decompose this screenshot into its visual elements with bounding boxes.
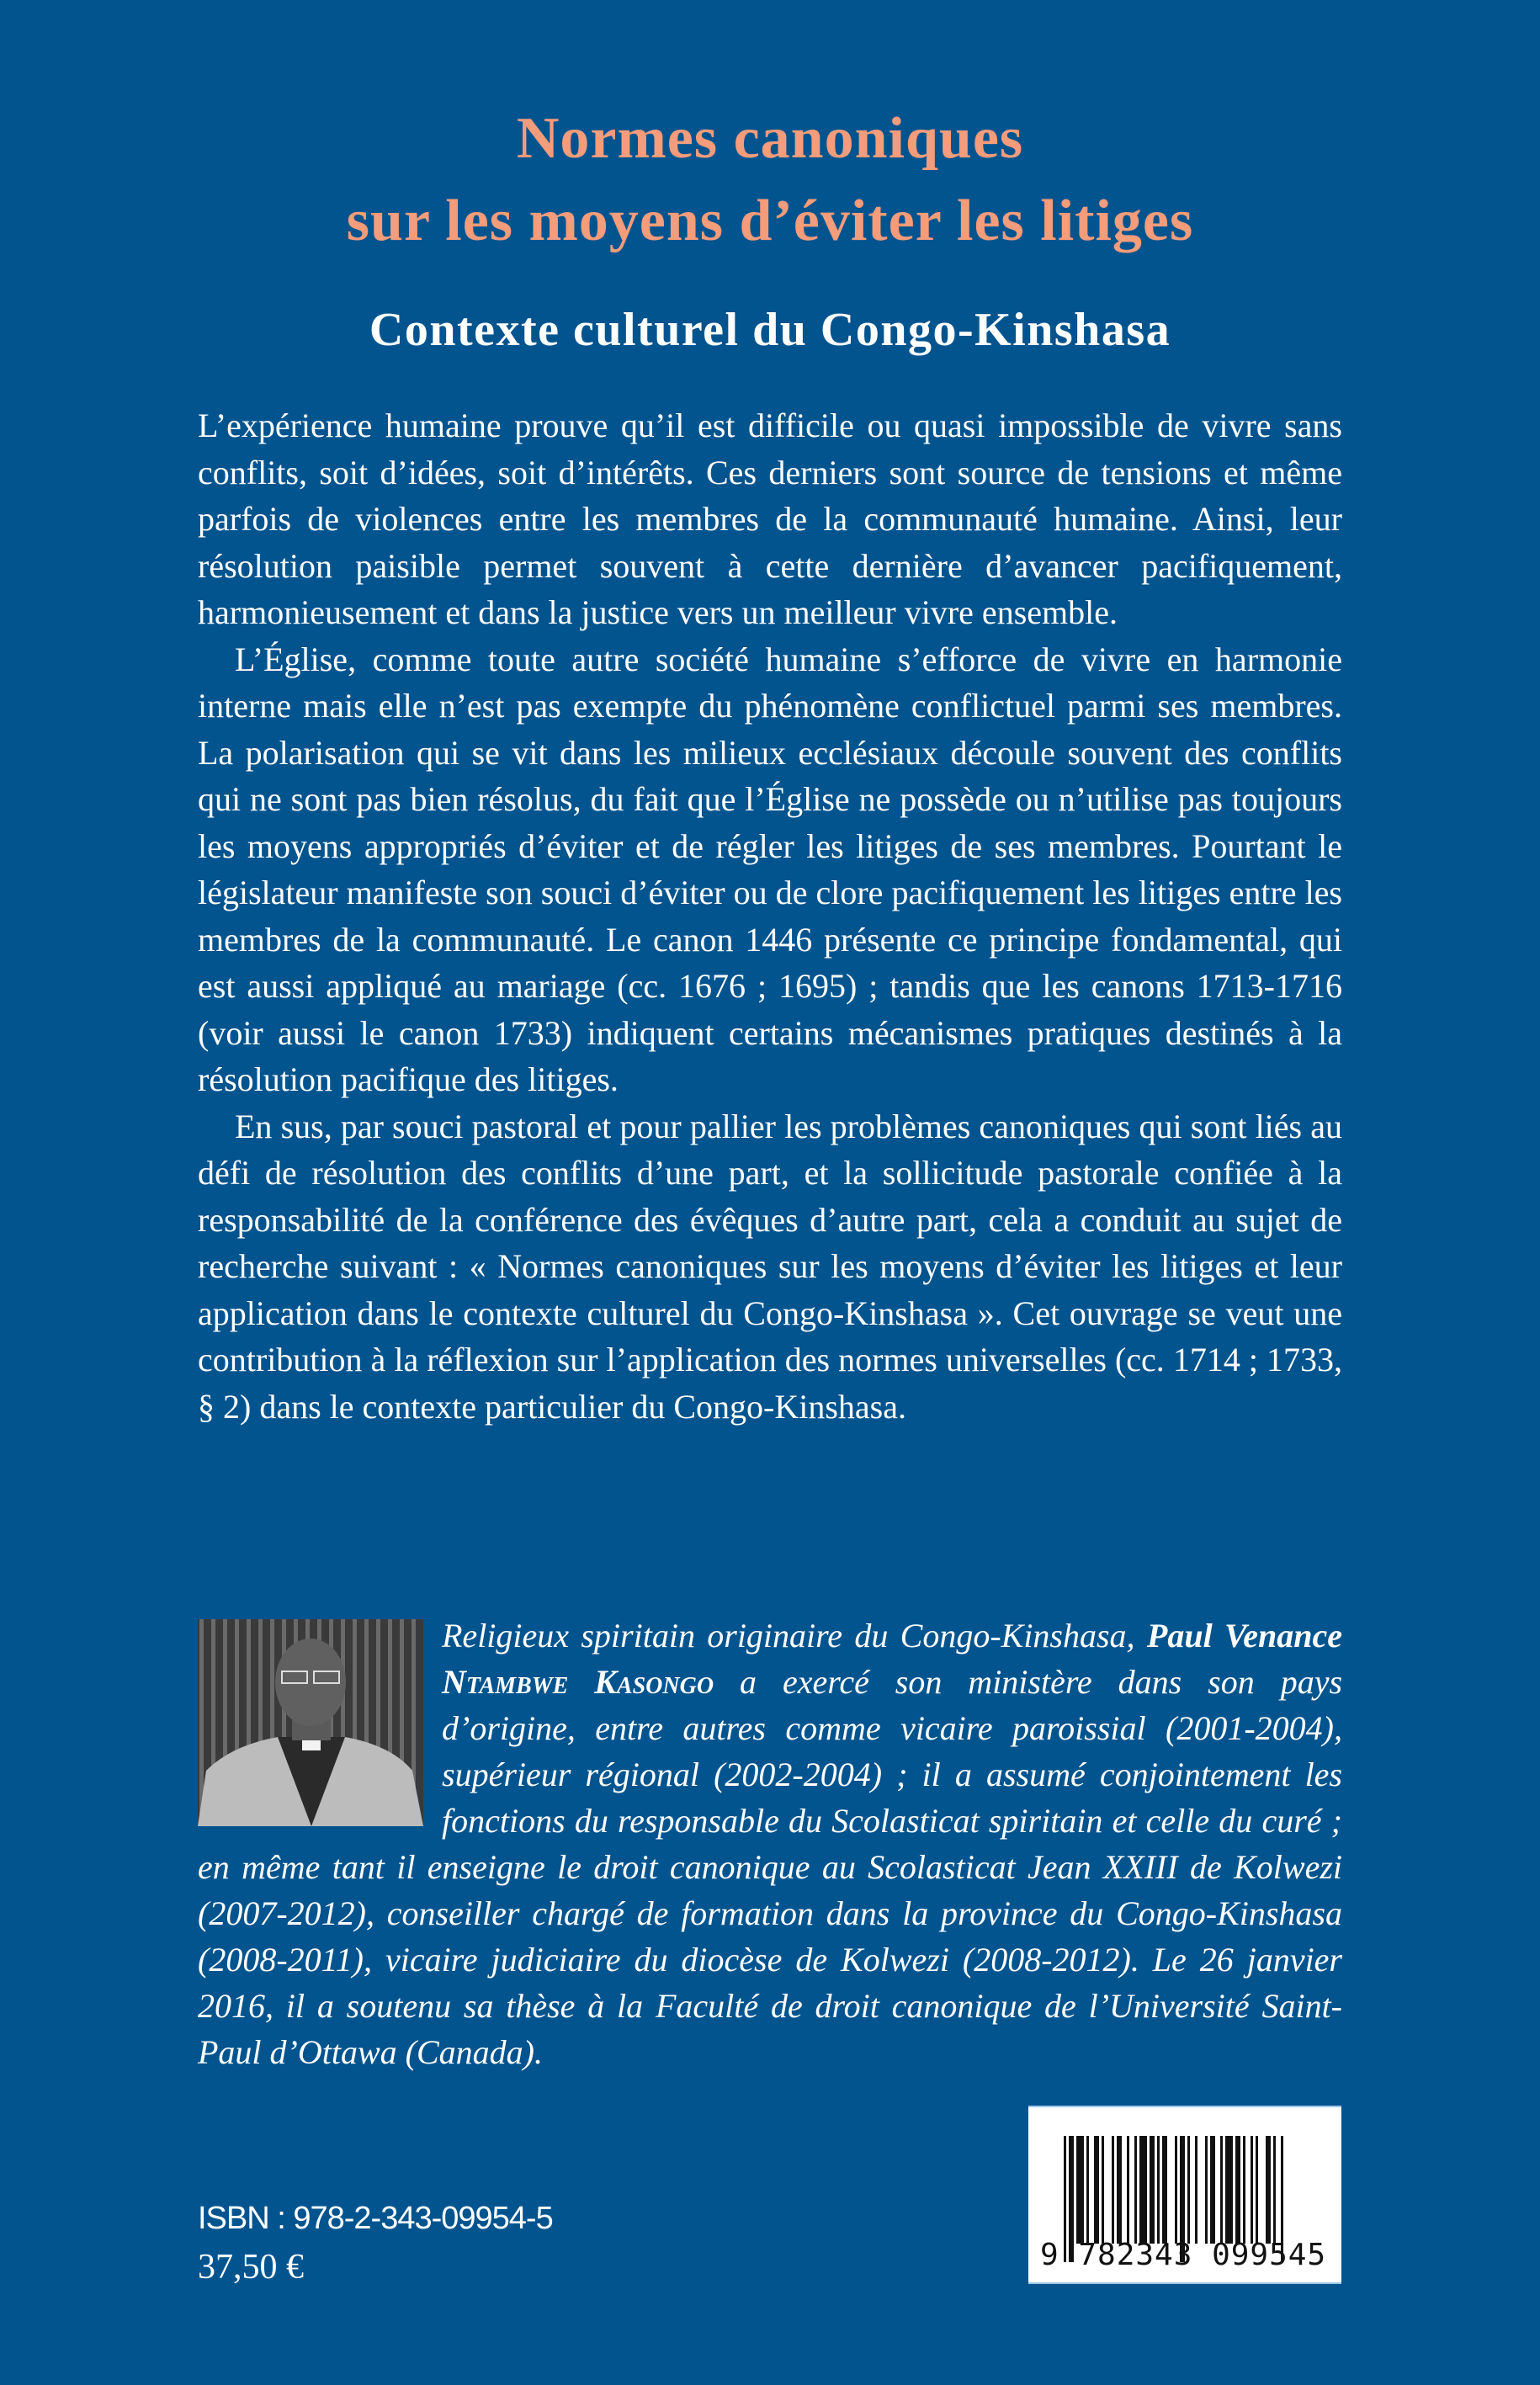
book-title-line-1: Normes canoniques — [516, 106, 1024, 171]
barcode-bar — [1266, 2136, 1271, 2244]
barcode — [1028, 2106, 1341, 2284]
author-photo — [198, 1619, 423, 1826]
barcode-bar — [1225, 2136, 1233, 2244]
barcode-bar — [1251, 2136, 1253, 2244]
author-surname: Ntambwe Kasongo — [442, 1663, 714, 1701]
barcode-bar — [1102, 2136, 1104, 2244]
barcode-bar — [1175, 2136, 1177, 2244]
isbn: ISBN : 978-2-343-09954-5 — [198, 2201, 553, 2236]
barcode-digits: 9 782343 099545 — [1040, 2238, 1327, 2272]
book-subtitle: Contexte culturel du Congo-Kinshasa — [369, 304, 1171, 356]
summary-paragraph: En sus, par souci pastoral et pour pallier les problèmes canoniques qui sont liés au défi de résolution des conflits d’une part, et la sollicitude pastorale confiée à la responsabilité de la conférence des évêques d’autre part, cela a conduit au sujet de recherche suivant : « Normes canoniques sur les moyens d’éviter les litiges et leur application dans le contexte culturel du Congo-Kinshasa ». Cet ouvrage se veut une contribution à la réflexion sur l’application des normes universelles (cc. 1714 ; 1733, § 2) dans le contexte particulier du Congo-Kinshasa. — [198, 1107, 1342, 1426]
barcode-bar — [1076, 2136, 1084, 2244]
summary-paragraph: L’expérience humaine prouve qu’il est difficile ou quasi impossible de vivre sans conflits, soit d’idées, soit d’intérêts. Ces derniers sont source de tensions et même parfois de violences entre les membres de la communauté humaine. Ainsi, leur résolution paisible permet souvent à cette dernière d’avancer pacifiquement, harmonieusement et dans la justice vers un meilleur vivre ensemble. — [198, 406, 1342, 631]
barcode-bar — [1139, 2136, 1147, 2244]
summary-text — [198, 402, 1342, 1430]
barcode-bar — [1205, 2136, 1208, 2244]
book-title-line-2: sur les moyens d’éviter les litiges — [346, 189, 1194, 253]
barcode-bar — [1256, 2136, 1258, 2244]
barcode-bar — [1150, 2136, 1155, 2244]
barcode-bar — [1117, 2136, 1122, 2244]
barcode-bar — [1112, 2136, 1114, 2244]
price: 37,50 € — [198, 2248, 304, 2287]
author-bio — [198, 1612, 1342, 2075]
summary-paragraph: L’Église, comme toute autre société humaine s’efforce de vivre en harmonie interne mais elle n’est pas exempte du phénomène conflictuel parmi ses membres. La polarisation qui se vit dans les milieux ecclésiaux découle souvent des conflits qui ne sont pas bien résolus, du fait que l’Église ne possède ou n’utilise pas toujours les moyens appropriés d’éviter et de régler les litiges de ses membres. Pourtant le législateur manifeste son souci d’éviter ou de clore pacifiquement les litiges entre les membres de la communauté. Le canon 1446 présente ce principe fondamental, qui est aussi appliqué au mariage (cc. 1676 ; 1695) ; tandis que les canons 1713-1716 (voir aussi le canon 1733) indiquent certains mécanismes pratiques destinés à la résolution pacifique des litiges. — [198, 640, 1342, 1098]
barcode-bar — [1127, 2136, 1129, 2244]
barcode-bar — [1187, 2136, 1190, 2244]
barcode-bar — [1162, 2136, 1167, 2244]
barcode-bar — [1195, 2136, 1197, 2244]
barcode-bar — [1086, 2136, 1089, 2244]
barcode-bar — [1220, 2136, 1223, 2244]
barcode-bar — [1273, 2136, 1276, 2244]
barcode-bar — [1243, 2136, 1245, 2244]
barcode-bar — [1235, 2136, 1240, 2244]
bio-text: a exercé son ministère dans son pays d’origine, entre autres comme vicaire paroissial (2001-2004), supérieur régional (2002-2004) ; il a assumé conjointement les fonctions du responsable du Scolasticat spiritain et celle du curé ; en même tant il enseigne le droit canonique au Scolasticat Jean XXIII de Kolwezi (2007-2012), conseiller chargé de formation dans la province du Congo-Kinshasa (2008-2011), vicaire judiciaire du diocèse de Kolwezi (2008-2012). Le 26 janvier 2016, il a soutenu sa thèse à la Faculté de droit canonique de l’Université Saint-Paul d’Ottawa (Canada). — [198, 1663, 1343, 2071]
barcode-bar — [1134, 2136, 1137, 2244]
bio-intro: Religieux spiritain originaire du Congo-Kinshasa, — [442, 1617, 1135, 1655]
author-first-names: Paul Venance — [1146, 1617, 1343, 1655]
barcode-bar — [1210, 2136, 1215, 2244]
barcode-bar — [1157, 2136, 1160, 2244]
barcode-bar — [1094, 2136, 1099, 2244]
